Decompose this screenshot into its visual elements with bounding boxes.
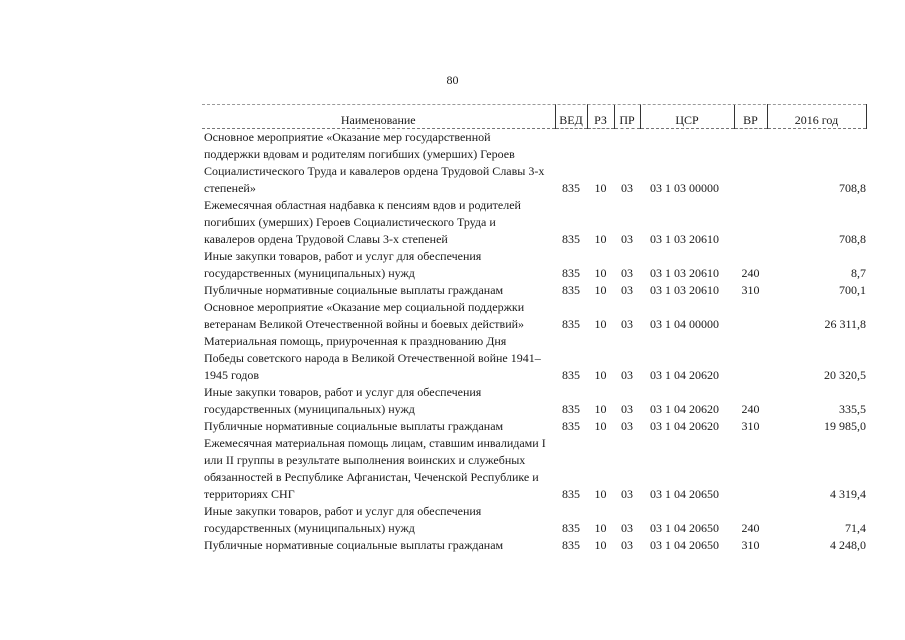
row-pr: 03	[621, 232, 633, 246]
row-rz: 10	[594, 232, 607, 246]
row-vr: 310	[741, 283, 760, 297]
budget-table-sheet	[202, 104, 866, 554]
page-number: 80	[446, 73, 459, 87]
row-pr: 03	[621, 317, 633, 331]
row-sum: 4 319,4	[830, 487, 866, 501]
row-vr	[734, 435, 767, 503]
table-row	[202, 435, 866, 503]
table-row	[202, 129, 866, 198]
row-pr: 03	[621, 402, 633, 416]
row-ved: 835	[562, 368, 580, 382]
table-row	[202, 248, 866, 282]
row-sum: 708,8	[839, 232, 866, 246]
row-rz: 10	[594, 181, 607, 195]
table-row	[202, 537, 866, 554]
row-rz: 10	[594, 283, 607, 297]
row-csr: 03 1 04 20650	[650, 487, 719, 501]
row-csr: 03 1 04 00000	[650, 317, 719, 331]
table-row	[202, 418, 866, 435]
row-name: Основное мероприятие «Оказание мер социальной поддержки ветеранам Великой Отечественной войны и боевых действий»	[204, 300, 525, 331]
row-name: Основное мероприятие «Оказание мер государственной поддержки вдовам и родителям погибших (умерших) Героев Социалистического Труда и кавалеров ордена Трудовой Славы 3-х степеней»	[204, 130, 545, 195]
row-ved: 835	[562, 521, 580, 535]
row-csr: 03 1 03 20610	[650, 232, 719, 246]
row-csr: 03 1 03 20610	[650, 266, 719, 280]
header-name: Наименование	[202, 104, 555, 129]
row-vr	[734, 333, 767, 384]
row-sum: 71,4	[845, 521, 866, 535]
row-pr: 03	[621, 419, 633, 433]
row-sum: 26 311,8	[824, 317, 866, 331]
row-vr	[734, 197, 767, 248]
row-sum: 20 320,5	[824, 368, 866, 382]
row-rz: 10	[594, 521, 607, 535]
row-name: Ежемесячная материальная помощь лицам, ставшим инвалидами I или II группы в результате выполнения воинских и служебных обязанностей в Республике Афганистан, Чеченской Республике и территориях СНГ	[204, 436, 546, 501]
table-row	[202, 384, 866, 418]
row-ved: 835	[562, 181, 580, 195]
row-ved: 835	[562, 232, 580, 246]
row-name: Публичные нормативные социальные выплаты гражданам	[204, 538, 504, 552]
row-name: Публичные нормативные социальные выплаты гражданам	[204, 283, 504, 297]
row-ved: 835	[562, 419, 580, 433]
header-rz: РЗ	[587, 104, 614, 129]
row-csr: 03 1 04 20620	[650, 402, 719, 416]
row-sum: 335,5	[839, 402, 866, 416]
row-ved: 835	[562, 538, 580, 552]
header-pr: ПР	[614, 104, 640, 129]
row-csr: 03 1 03 20610	[650, 283, 719, 297]
table-header-row	[202, 104, 866, 129]
header-sum: 2016 год	[767, 104, 866, 129]
row-pr: 03	[621, 266, 633, 280]
row-ved: 835	[562, 402, 580, 416]
row-name: Иные закупки товаров, работ и услуг для обеспечения государственных (муниципальных) нужд	[204, 249, 482, 280]
row-pr: 03	[621, 538, 633, 552]
row-vr: 310	[741, 419, 760, 433]
table-row	[202, 197, 866, 248]
row-vr: 240	[741, 521, 760, 535]
row-pr: 03	[621, 368, 633, 382]
table-row	[202, 299, 866, 333]
row-name: Иные закупки товаров, работ и услуг для обеспечения государственных (муниципальных) нужд	[204, 504, 482, 535]
row-csr: 03 1 04 20650	[650, 538, 719, 552]
row-sum: 8,7	[851, 266, 866, 280]
row-ved: 835	[562, 317, 580, 331]
row-rz: 10	[594, 538, 607, 552]
row-rz: 10	[594, 266, 607, 280]
row-pr: 03	[621, 181, 633, 195]
row-csr: 03 1 03 00000	[650, 181, 719, 195]
budget-table	[202, 104, 867, 554]
row-rz: 10	[594, 368, 607, 382]
header-vr: ВР	[734, 104, 767, 129]
row-csr: 03 1 04 20650	[650, 521, 719, 535]
row-rz: 10	[594, 487, 607, 501]
row-pr: 03	[621, 487, 633, 501]
row-vr	[734, 129, 767, 198]
row-sum: 19 985,0	[824, 419, 866, 433]
row-vr	[734, 299, 767, 333]
row-rz: 10	[594, 419, 607, 433]
row-name: Иные закупки товаров, работ и услуг для обеспечения государственных (муниципальных) нужд	[204, 385, 482, 416]
row-csr: 03 1 04 20620	[650, 368, 719, 382]
row-pr: 03	[621, 283, 633, 297]
row-sum: 4 248,0	[830, 538, 866, 552]
row-csr: 03 1 04 20620	[650, 419, 719, 433]
row-sum: 700,1	[839, 283, 866, 297]
row-name: Ежемесячная областная надбавка к пенсиям вдов и родителей погибших (умерших) Героев Социалистического Труда и кавалеров ордена Трудовой Славы 3-х степеней	[204, 198, 521, 246]
header-ved: ВЕД	[555, 104, 587, 129]
row-vr: 240	[741, 402, 760, 416]
row-sum: 708,8	[839, 181, 866, 195]
row-ved: 835	[562, 266, 580, 280]
row-vr: 240	[741, 266, 760, 280]
row-rz: 10	[594, 402, 607, 416]
row-ved: 835	[562, 487, 580, 501]
row-rz: 10	[594, 317, 607, 331]
table-row	[202, 282, 866, 299]
row-name: Материальная помощь, приуроченная к празднованию Дня Победы советского народа в Великой Отечественной войне 1941–1945 годов	[204, 334, 541, 382]
table-row	[202, 333, 866, 384]
row-vr: 310	[741, 538, 760, 552]
row-name: Публичные нормативные социальные выплаты гражданам	[204, 419, 504, 433]
row-pr: 03	[621, 521, 633, 535]
row-ved: 835	[562, 283, 580, 297]
table-row	[202, 503, 866, 537]
top-rule	[202, 104, 866, 105]
header-csr: ЦСР	[640, 104, 734, 129]
